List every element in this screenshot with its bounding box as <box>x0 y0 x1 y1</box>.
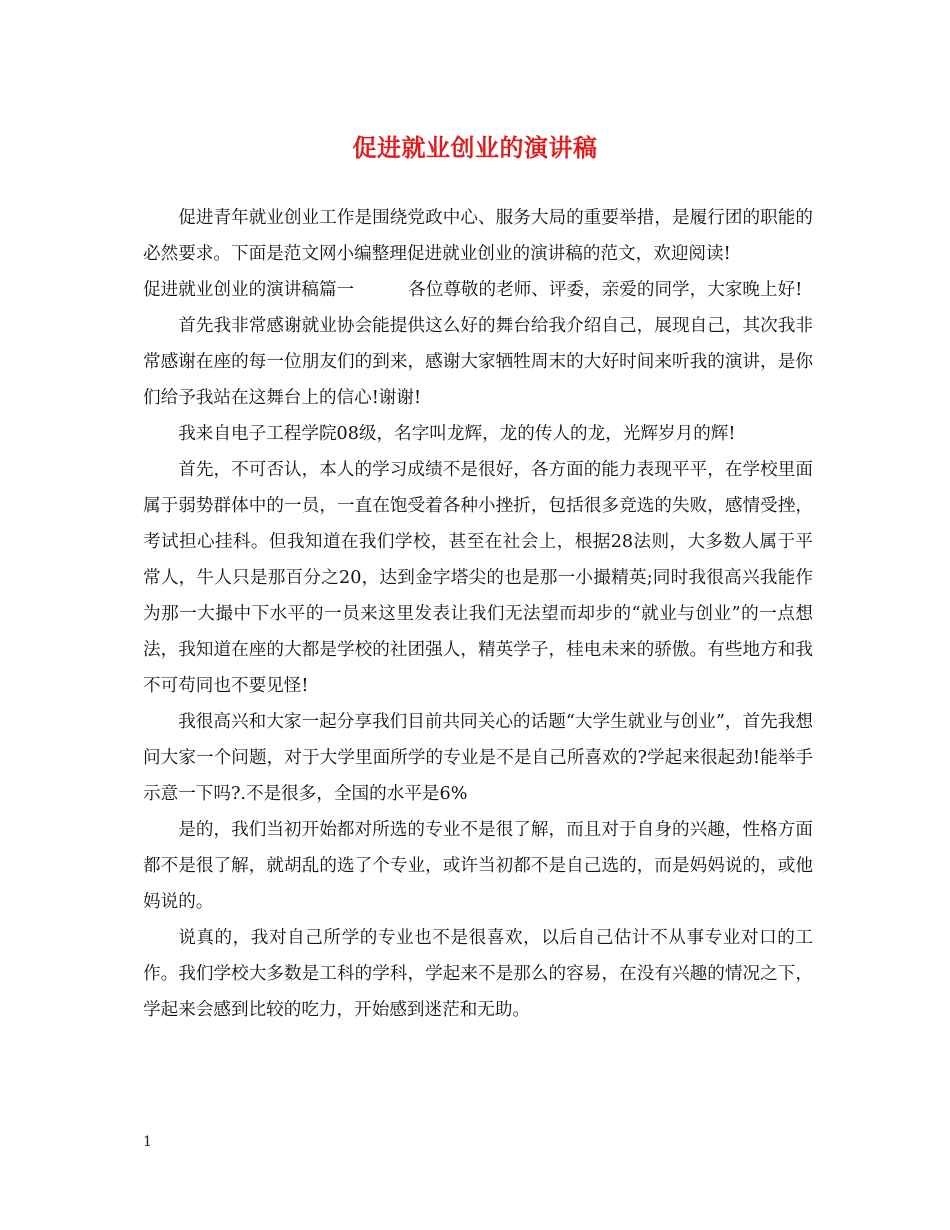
body-paragraph: 首先，不可否认，本人的学习成绩不是很好，各方面的能力表现平平，在学校里面属于弱势群体中的一员，一直在饱受着各种小挫折，包括很多竞选的失败，感情受挫，考试担心挂科。但我知道在我们学校，甚至在社会上，根据28法则，大多数人属于平常人，牛人只是那百分之20，达到金字塔尖的也是那一小撮精英;同时我很高兴我能作为那一大撮中下水平的一员来这里发表让我们无法望而却步的“就业与创业”的一点想法，我知道在座的大都是学校的社团强人，精英学子，桂电未来的骄傲。有些地方和我不可苟同也不要见怪! <box>143 460 813 696</box>
intro-paragraph: 促进青年就业创业工作是围绕党政中心、服务大局的重要举措，是履行团的职能的必然要求。下面是范文网小编整理促进就业创业的演讲稿的范文，欢迎阅读! <box>143 208 813 264</box>
body-paragraph: 我来自电子工程学院08级，名字叫龙辉，龙的传人的龙，光辉岁月的辉! <box>178 424 736 444</box>
body-paragraph: 我很高兴和大家一起分享我们目前共同关心的话题“大学生就业与创业”，首先我想问大家一个问题，对于大学里面所学的专业是不是自己所喜欢的?学起来很起劲!能举手示意一下吗?.不是很多，全国的水平是6% <box>143 712 813 804</box>
body-paragraph: 是的，我们当初开始都对所选的专业不是很了解，而且对于自身的兴趣，性格方面都不是很了解，就胡乱的选了个专业，或许当初都不是自己选的，而是妈妈说的，或他妈说的。 <box>143 820 813 912</box>
section-heading: 促进就业创业的演讲稿篇一 <box>143 280 355 300</box>
body-paragraph: 说真的，我对自己所学的专业也不是很喜欢，以后自己估计不从事专业对口的工作。我们学校大多数是工科的学科，学起来不是那么的容易，在没有兴趣的情况之下，学起来会感到比较的吃力，开始感到迷茫和无助。 <box>143 928 813 1020</box>
body-paragraph: 首先我非常感谢就业协会能提供这么好的舞台给我介绍自己，展现自己，其次我非常感谢在座的每一位朋友们的到来，感谢大家牺牲周末的大好时间来听我的演讲，是你们给予我站在这舞台上的信心!谢谢! <box>143 316 813 408</box>
section-greeting: 各位尊敬的老师、评委，亲爱的同学，大家晚上好! <box>408 280 803 300</box>
page-number: 1 <box>143 1134 152 1150</box>
document-body <box>143 200 813 1028</box>
section-heading-paragraph <box>143 272 813 308</box>
document-title: 促进就业创业的演讲稿 <box>352 133 598 162</box>
